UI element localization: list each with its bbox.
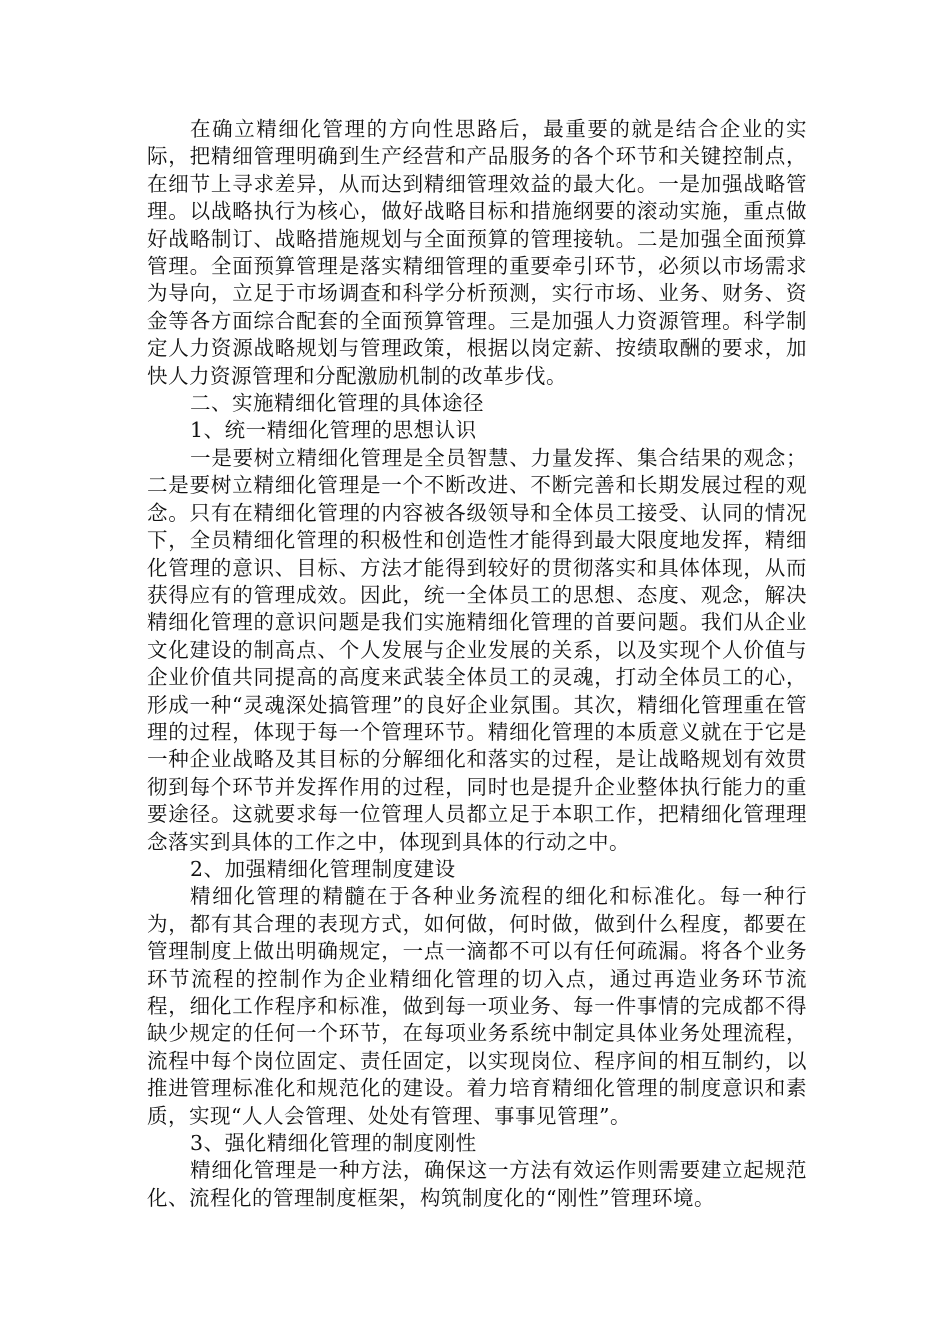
subsection-heading-3: 3、强化精细化管理的制度刚性 <box>190 1131 477 1156</box>
subsection-2-paragraph: 精细化管理的精髓在于各种业务流程的细化和标准化。每一种行为，都有其合理的表现方式，如何做，何时做，做到什么程度，都要在管理制度上做出明确规定，一点一滴都不可以有任何疏漏。将各个业务环节流程的控制作为企业精细化管理的切入点，通过再造业务环节流程，细化工作程序和标准，做到每一项业务、每一件事情的完成都不得缺少规定的任何一个环节，在每项业务系统中制定具体业务处理流程，流程中每个岗位固定、责任固定，以实现岗位、程序间的相互制约，以推进管理标准化和规范化的建设。着力培育精细化管理的制度意识和素质，实现“人人会管理、处处有管理、事事见管理”。 <box>147 884 807 1128</box>
subsection-1-paragraph: 一是要树立精细化管理是全员智慧、力量发挥、集合结果的观念；二是要树立精细化管理是一个不断改进、不断完善和长期发展过程的观念。只有在精细化管理的内容被各级领导和全体员工接受、认同的情况下，全员精细化管理的积极性和创造性才能得到最大限度地发挥，精细化管理的意识、目标、方法才能得到较好的贯彻落实和具体体现，从而获得应有的管理成效。因此，统一全体员工的思想、态度、观念，解决精细化管理的意识问题是我们实施精细化管理的首要问题。我们从企业文化建设的制高点、个人发展与企业发展的关系，以及实现个人价值与企业价值共同提高的高度来武装全体员工的灵魂，打动全体员工的心，形成一种“灵魂深处搞管理”的良好企业氛围。其次，精细化管理重在管理的过程，体现于每一个管理环节。精细化管理的本质意义就在于它是一种企业战略及其目标的分解细化和落实的过程，是让战略规划有效贯彻到每个环节并发挥作用的过程，同时也是提升企业整体执行能力的重要途径。这就要求每一位管理人员都立足于本职工作，把精细化管理理念落实到具体的工作之中，体现到具体的行动之中。 <box>147 445 807 854</box>
intro-paragraph: 在确立精细化管理的方向性思路后，最重要的就是结合企业的实际，把精细管理明确到生产经营和产品服务的各个环节和关键控制点，在细节上寻求差异，从而达到精细管理效益的最大化。一是加强战略管理。以战略执行为核心，做好战略目标和措施纲要的滚动实施，重点做好战略制订、战略措施规划与全面预算的管理接轨。二是加强全面预算管理。全面预算管理是落实精细管理的重要牵引环节，必须以市场需求为导向，立足于市场调查和科学分析预测，实行市场、业务、财务、资金等各方面综合配套的全面预算管理。三是加强人力资源管理。科学制定人力资源战略规划与管理政策，根据以岗定薪、按绩取酬的要求，加快人力资源管理和分配激励机制的改革步伐。 <box>147 117 807 388</box>
document-page <box>147 116 807 1212</box>
subsection-heading-1: 1、统一精细化管理的思想认识 <box>190 418 477 443</box>
subsection-heading-2: 2、加强精细化管理制度建设 <box>190 856 456 881</box>
section-heading-2: 二、实施精细化管理的具体途径 <box>190 391 485 416</box>
subsection-3-paragraph: 精细化管理是一种方法，确保这一方法有效运作则需要建立起规范化、流程化的管理制度框架，构筑制度化的“刚性”管理环境。 <box>147 1158 807 1210</box>
